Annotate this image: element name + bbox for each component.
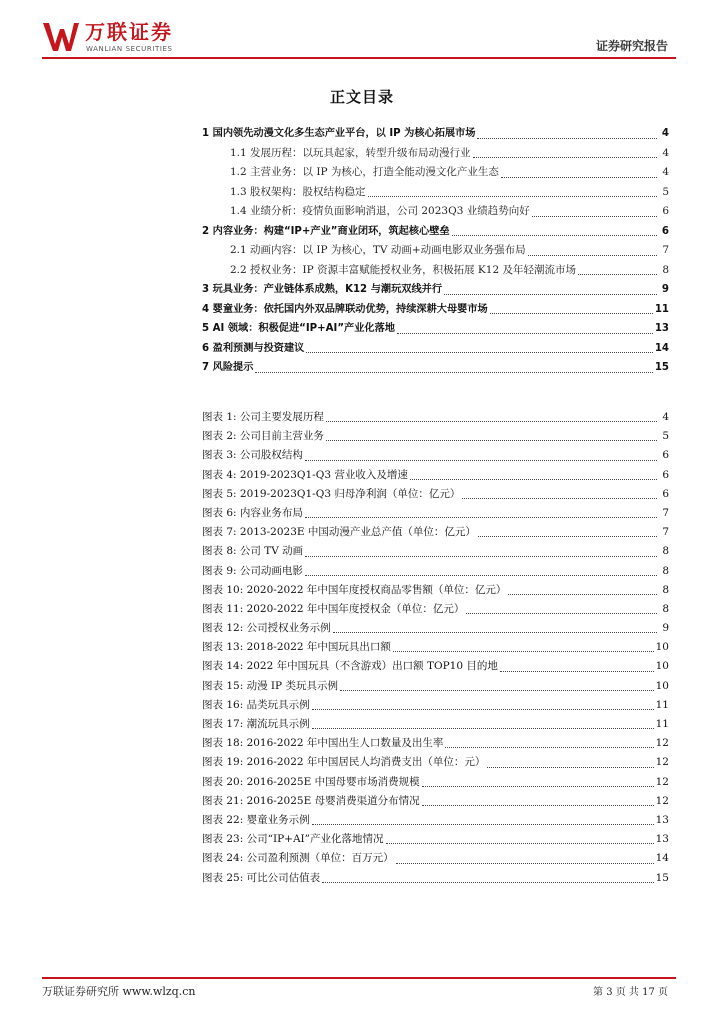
dot-leader bbox=[312, 728, 654, 729]
entry-page-number: 4 bbox=[662, 411, 669, 423]
figure-list-entry[interactable] bbox=[202, 446, 669, 465]
entry-title: 图表 13: 2018-2022 年中国玩具出口额 bbox=[202, 641, 391, 654]
entry-page-number: 10 bbox=[655, 641, 669, 654]
toc-entry-section[interactable] bbox=[202, 280, 669, 300]
entry-page-number: 9 bbox=[661, 284, 669, 295]
entry-title: 5 AI 领域：积极促进“IP+AI”产业化落地 bbox=[202, 323, 395, 334]
entry-page-number: 15 bbox=[654, 362, 669, 373]
toc-entry-subsection[interactable] bbox=[202, 241, 669, 261]
dot-leader bbox=[368, 196, 657, 197]
figure-list-entry[interactable] bbox=[202, 773, 669, 792]
dot-leader bbox=[396, 863, 654, 864]
dot-leader bbox=[501, 177, 657, 178]
entry-page-number: 12 bbox=[655, 794, 669, 807]
figure-list-entry[interactable] bbox=[202, 600, 669, 619]
page-title: 正文目录 bbox=[329, 88, 394, 106]
dot-leader bbox=[487, 767, 653, 768]
entry-page-number: 14 bbox=[654, 342, 669, 354]
entry-title: 图表 19: 2016-2022 年中国居民人均消费支出（单位：元） bbox=[202, 756, 486, 769]
entry-title: 3 玩具业务：产业链体系成熟，K12 与潮玩双线并行 bbox=[202, 284, 443, 295]
toc-entry-section[interactable] bbox=[202, 339, 669, 359]
footer-page-number: 第 3 页 共 17 页 bbox=[593, 987, 668, 998]
figure-list-entry[interactable] bbox=[202, 619, 669, 638]
entry-page-number: 6 bbox=[662, 487, 669, 500]
entry-title: 图表 22: 婴童业务示例 bbox=[202, 813, 310, 826]
entry-title: 图表 1: 公司主要发展历程 bbox=[202, 411, 324, 423]
entry-title: 图表 11: 2020-2022 年中国年度授权金（单位：亿元） bbox=[202, 602, 465, 615]
entry-page-number: 11 bbox=[654, 303, 669, 315]
entry-title: 图表 5: 2019-2023Q1-Q3 归母净利润（单位：亿元） bbox=[202, 487, 461, 500]
dot-leader bbox=[478, 536, 657, 537]
toc-entry-section[interactable] bbox=[202, 124, 669, 144]
dot-leader bbox=[322, 882, 654, 883]
footer-divider bbox=[42, 977, 676, 979]
dot-leader bbox=[326, 440, 657, 441]
dot-leader bbox=[422, 805, 654, 806]
toc-entry-section[interactable] bbox=[202, 358, 669, 378]
entry-page-number: 7 bbox=[662, 244, 669, 256]
toc-entry-subsection[interactable] bbox=[202, 144, 669, 164]
entry-title: 6 盈利预测与投资建议 bbox=[202, 342, 305, 354]
dot-leader bbox=[312, 824, 654, 825]
entry-page-number: 7 bbox=[662, 526, 669, 539]
entry-title: 图表 3: 公司股权结构 bbox=[202, 449, 303, 462]
dot-leader bbox=[477, 138, 657, 139]
toc-entry-subsection[interactable] bbox=[202, 163, 669, 183]
entry-page-number: 8 bbox=[662, 583, 669, 596]
entry-page-number: 6 bbox=[662, 468, 669, 481]
entry-page-number: 5 bbox=[662, 185, 669, 198]
table-of-contents bbox=[202, 124, 669, 378]
entry-page-number: 6 bbox=[662, 449, 669, 462]
dot-leader bbox=[462, 498, 657, 499]
toc-entry-section[interactable] bbox=[202, 222, 669, 242]
entry-title: 1.3 股权架构：股权结构稳定 bbox=[230, 185, 366, 198]
dot-leader bbox=[532, 216, 657, 217]
entry-page-number: 12 bbox=[655, 756, 669, 769]
footer-source: 万联证券研究所 www.wlzq.cn bbox=[42, 985, 196, 998]
entry-page-number: 11 bbox=[655, 718, 669, 730]
entry-page-number: 13 bbox=[654, 323, 669, 334]
entry-title: 4 婴童业务：依托国内外双品牌联动优势，持续深耕大母婴市场 bbox=[202, 303, 488, 315]
entry-title: 图表 17: 潮流玩具示例 bbox=[202, 718, 310, 730]
dot-leader bbox=[397, 333, 653, 334]
entry-page-number: 9 bbox=[662, 622, 669, 635]
dot-leader bbox=[305, 517, 657, 518]
entry-title: 图表 21: 2016-2025E 母婴消费渠道分布情况 bbox=[202, 794, 420, 807]
entry-page-number: 6 bbox=[661, 225, 669, 237]
entry-title: 图表 20: 2016-2025E 中国母婴市场消费规模 bbox=[202, 775, 420, 788]
entry-page-number: 8 bbox=[662, 545, 669, 558]
entry-page-number: 8 bbox=[662, 564, 669, 577]
figure-list bbox=[202, 408, 669, 888]
entry-title: 图表 15: 动漫 IP 类玩具示例 bbox=[202, 679, 338, 692]
entry-page-number: 10 bbox=[655, 679, 669, 692]
dot-leader bbox=[386, 843, 654, 844]
dot-leader bbox=[508, 594, 657, 595]
entry-title: 图表 6: 内容业务布局 bbox=[202, 506, 303, 519]
figure-list-entry[interactable] bbox=[202, 523, 669, 542]
figure-list-entry[interactable] bbox=[202, 734, 669, 753]
entry-title: 1.2 主营业务：以 IP 为核心，打造全能动漫文化产业生态 bbox=[230, 166, 499, 178]
entry-title: 图表 24: 公司盈利预测（单位：百万元） bbox=[202, 852, 394, 865]
entry-page-number: 12 bbox=[655, 775, 669, 788]
toc-entry-subsection[interactable] bbox=[202, 261, 669, 281]
report-type-label: 证券研究报告 bbox=[595, 39, 668, 53]
entry-page-number: 4 bbox=[662, 146, 669, 159]
figure-list-entry[interactable] bbox=[202, 869, 669, 888]
dot-leader bbox=[255, 372, 652, 373]
entry-title: 图表 14: 2022 年中国玩具（不含游戏）出口额 TOP10 目的地 bbox=[202, 660, 498, 673]
entry-page-number: 12 bbox=[655, 737, 669, 750]
entry-page-number: 5 bbox=[662, 430, 669, 443]
figure-list-entry[interactable] bbox=[202, 792, 669, 811]
entry-title: 图表 12: 公司授权业务示例 bbox=[202, 622, 331, 635]
entry-page-number: 4 bbox=[662, 166, 669, 178]
figure-list-entry[interactable] bbox=[202, 638, 669, 657]
dot-leader bbox=[500, 671, 654, 672]
entry-page-number: 4 bbox=[661, 128, 669, 139]
figure-list-entry[interactable] bbox=[202, 427, 669, 446]
entry-title: 图表 8: 公司 TV 动画 bbox=[202, 545, 304, 558]
dot-leader bbox=[326, 421, 657, 422]
entry-title: 图表 9: 公司动画电影 bbox=[202, 564, 303, 577]
entry-title: 图表 10: 2020-2022 年中国年度授权商品零售额（单位：亿元） bbox=[202, 583, 507, 596]
entry-page-number: 11 bbox=[655, 698, 669, 711]
entry-title: 图表 7: 2013-2023E 中国动漫产业总产值（单位：亿元） bbox=[202, 526, 476, 539]
dot-leader bbox=[445, 747, 653, 748]
entry-page-number: 10 bbox=[655, 660, 669, 673]
dot-leader bbox=[340, 690, 654, 691]
dot-leader bbox=[410, 479, 657, 480]
figure-list-entry[interactable] bbox=[202, 715, 669, 734]
dot-leader bbox=[312, 709, 654, 710]
entry-page-number: 8 bbox=[662, 263, 669, 276]
entry-page-number: 15 bbox=[655, 871, 669, 884]
entry-title: 1.4 业绩分析：疫情负面影响消退，公司 2023Q3 业绩趋势向好 bbox=[230, 205, 530, 217]
company-logo bbox=[42, 20, 192, 56]
entry-title: 2.2 授权业务：IP 资源丰富赋能授权业务，积极拓展 K12 及年轻潮流市场 bbox=[230, 263, 576, 276]
figure-list-entry[interactable] bbox=[202, 696, 669, 715]
entry-page-number: 7 bbox=[662, 506, 669, 519]
dot-leader bbox=[444, 294, 657, 295]
entry-page-number: 6 bbox=[662, 205, 669, 217]
dot-leader bbox=[333, 632, 657, 633]
toc-entry-subsection[interactable] bbox=[202, 183, 669, 203]
entry-page-number: 13 bbox=[655, 813, 669, 826]
dot-leader bbox=[578, 274, 657, 275]
dot-leader bbox=[305, 575, 657, 576]
toc-entry-section[interactable] bbox=[202, 319, 669, 339]
entry-title: 图表 18: 2016-2022 年中国出生人口数量及出生率 bbox=[202, 737, 444, 750]
figure-list-entry[interactable] bbox=[202, 753, 669, 772]
dot-leader bbox=[305, 460, 657, 461]
dot-leader bbox=[306, 352, 652, 353]
dot-leader bbox=[490, 313, 653, 314]
wanlian-logo-icon bbox=[42, 20, 80, 54]
figure-list-entry[interactable] bbox=[202, 849, 669, 868]
dot-leader bbox=[466, 613, 657, 614]
logo-english-name: WANLIAN SECURITIES bbox=[86, 45, 173, 53]
figure-list-entry[interactable] bbox=[202, 657, 669, 676]
entry-title: 1 国内领先动漫文化多生态产业平台，以 IP 为核心拓展市场 bbox=[202, 128, 476, 139]
figure-list-entry[interactable] bbox=[202, 562, 669, 581]
dot-leader bbox=[393, 651, 654, 652]
figure-list-entry[interactable] bbox=[202, 542, 669, 561]
entry-page-number: 13 bbox=[655, 833, 669, 846]
dot-leader bbox=[452, 235, 657, 236]
dot-leader bbox=[422, 786, 654, 787]
logo-chinese-name: 万联证券 bbox=[85, 20, 173, 44]
dot-leader bbox=[473, 157, 657, 158]
figure-list-entry[interactable] bbox=[202, 830, 669, 849]
entry-title: 7 风险提示 bbox=[202, 362, 254, 373]
entry-title: 图表 23: 公司“IP+AI”产业化落地情况 bbox=[202, 833, 384, 846]
entry-title: 图表 16: 品类玩具示例 bbox=[202, 698, 310, 711]
entry-title: 图表 2: 公司目前主营业务 bbox=[202, 430, 324, 443]
header-divider bbox=[42, 57, 676, 59]
figure-list-entry[interactable] bbox=[202, 581, 669, 600]
entry-title: 2 内容业务：构建“IP+产业”商业闭环，筑起核心壁垒 bbox=[202, 225, 450, 237]
toc-entry-subsection[interactable] bbox=[202, 202, 669, 222]
toc-entry-section[interactable] bbox=[202, 300, 669, 320]
entry-page-number: 8 bbox=[662, 602, 669, 615]
entry-title: 图表 25: 可比公司估值表 bbox=[202, 871, 321, 884]
figure-list-entry[interactable] bbox=[202, 466, 669, 485]
figure-list-entry[interactable] bbox=[202, 677, 669, 696]
entry-title: 图表 4: 2019-2023Q1-Q3 营业收入及增速 bbox=[202, 468, 408, 481]
figure-list-entry[interactable] bbox=[202, 408, 669, 427]
dot-leader bbox=[305, 556, 657, 557]
figure-list-entry[interactable] bbox=[202, 811, 669, 830]
entry-page-number: 14 bbox=[655, 852, 669, 865]
entry-title: 1.1 发展历程：以玩具起家，转型升级布局动漫行业 bbox=[230, 146, 471, 159]
entry-title: 2.1 动画内容：以 IP 为核心，TV 动画+动画电影双业务强布局 bbox=[230, 244, 526, 256]
dot-leader bbox=[528, 255, 657, 256]
figure-list-entry[interactable] bbox=[202, 485, 669, 504]
figure-list-entry[interactable] bbox=[202, 504, 669, 523]
